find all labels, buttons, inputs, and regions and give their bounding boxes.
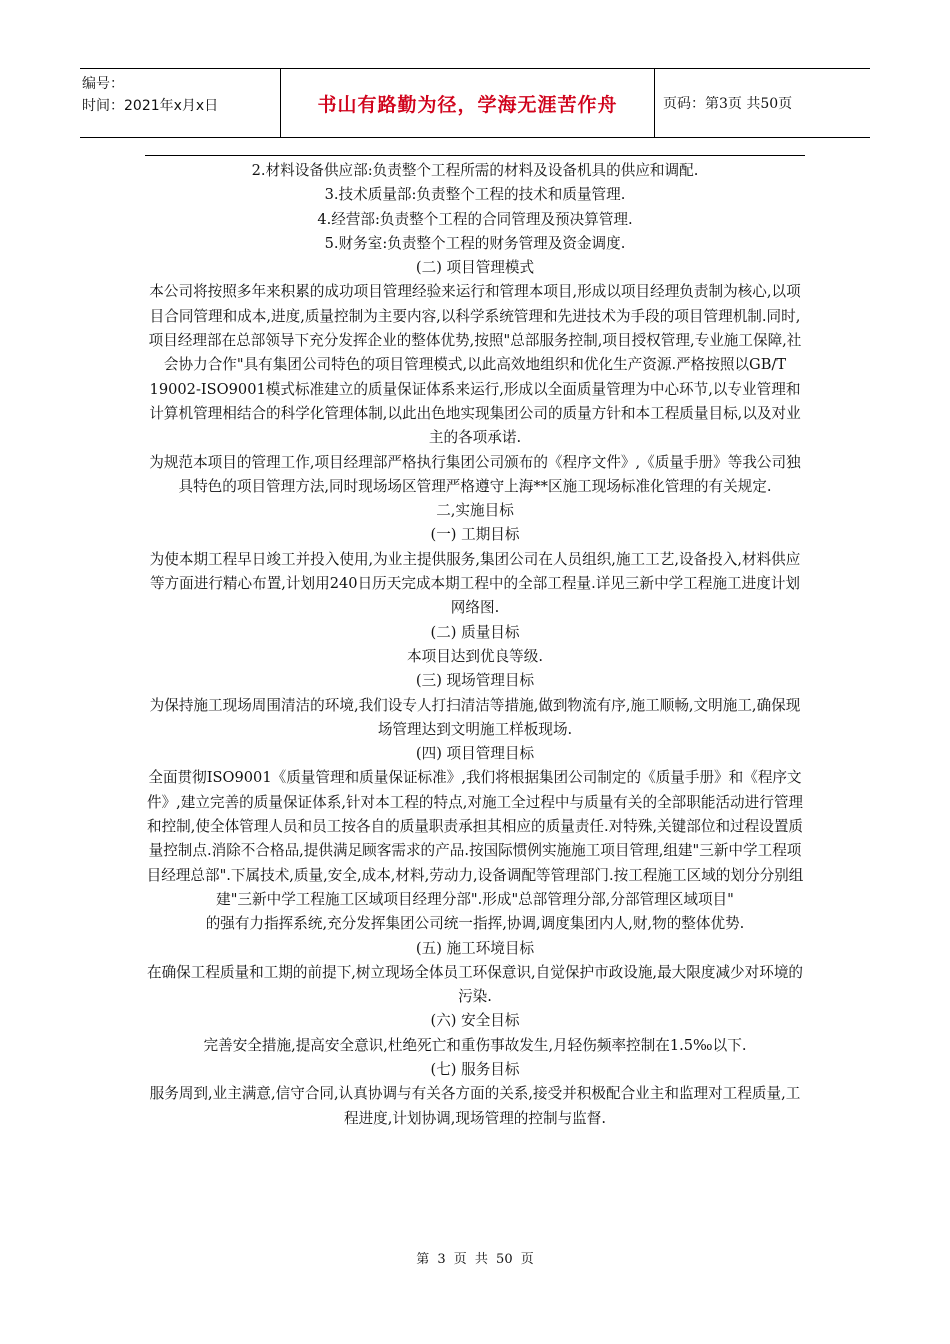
paragraph: 4.经营部:负责整个工程的合同管理及预决算管理. [317, 210, 633, 228]
paragraph: 本项目达到优良等级. [407, 647, 543, 665]
header-motto-cell [280, 69, 655, 137]
paragraph: 2.材料设备供应部:负责整个工程所需的材料及设备机具的供应和调配. [251, 162, 699, 179]
paragraph: 本公司将按照多年来积累的成功项目管理经验来运行和管理本项目,形成以项目经理负责制为核心,以项目合同管理和成本,进度,质量控制为主要内容,以科学系统管理和先进技术为手段的项目管理机制.同时,项目经理部在总部领导下充分发挥企业的整体优势,按照"总部服务控制,项目授权管理,专业施工保障,社会协力合作"具有集团公司特色的项目管理模式,以此高效地组织和优化生产资源.严格按照以GB/T 19002-ISO9001模式标准建立的质量保证体系来运行,形成以全面质量管理为中心环节,以专业管理和计算机管理相结合的科学化管理体制,以此出色地实现集团公司的质量方针和本工程质量目标,以及对业主的各项承诺. [148, 283, 802, 447]
paragraph: 全面贯彻ISO9001《质量管理和质量保证标准》,我们将根据集团公司制定的《质量手册》和《程序文件》,建立完善的质量保证体系,针对本工程的特点,对施工全过程中与质量有关的全部职能活动进行管理和控制,使全体管理人员和员工按各自的质量职责承担其相应的质量责任.对特殊,关键部位和过程设置质量控制点.消除不合格品,提供满足顾客需求的产品.按国际惯例实施施工项目管理,组建"三新中学工程项目经理总部".下属技术,质量,安全,成本,材料,劳动力,设备调配等管理部门.按工程施工区域的划分分别组建"三新中学工程施工区域项目经理分部".形成"总部管理分部,分部管理区域项目" [146, 769, 804, 908]
header-page-info: 页码：第3页 共50页 [663, 96, 793, 112]
header-divider [145, 155, 805, 156]
document-header [80, 68, 870, 138]
document-time: 时间：2021年x月x日 [82, 98, 219, 114]
paragraph: 完善安全措施,提高安全意识,杜绝死亡和重伤事故发生,月轻伤频率控制在1.5‰以下. [203, 1036, 747, 1054]
paragraph: 3.技术质量部:负责整个工程的技术和质量管理. [324, 186, 626, 204]
paragraph: 服务周到,业主满意,信守合同,认真协调与有关各方面的关系,接受并积极配合业主和监理对工程质量,工程进度,计划协调,现场管理的控制与监督. [149, 1085, 801, 1127]
section-heading: (一) 工期目标 [430, 526, 520, 544]
section-heading: (四) 项目管理目标 [415, 745, 535, 763]
section-heading: (七) 服务目标 [430, 1060, 520, 1078]
section-heading: 二,实施目标 [436, 502, 514, 520]
section-heading: (二) 质量目标 [430, 623, 520, 641]
paragraph: 在确保工程质量和工期的前提下,树立现场全体员工环保意识,自觉保护市政设施,最大限度减少对环境的污染. [146, 963, 804, 1006]
section-heading: (三) 现场管理目标 [415, 672, 535, 690]
paragraph: 为规范本项目的管理工作,项目经理部严格执行集团公司颁布的《程序文件》,《质量手册》等我公司独具特色的项目管理方法,同时现场场区管理严格遵守上海**区施工现场标准化管理的有关规定. [149, 453, 801, 495]
document-body [143, 159, 807, 1131]
section-heading: (五) 施工环境目标 [415, 939, 535, 957]
header-motto: 书山有路勤为径，学海无涯苦作舟 [317, 93, 618, 116]
paragraph: 5.财务室:负责整个工程的财务管理及资金调度. [324, 234, 626, 252]
paragraph: 的强有力指挥系统,充分发挥集团公司统一指挥,协调,调度集团内人,财,物的整体优势. [205, 915, 745, 933]
paragraph: 为保持施工现场周围清洁的环境,我们设专人打扫清洁等措施,做到物流有序,施工顺畅,文明施工,确保现场管理达到文明施工样板现场. [149, 696, 801, 738]
paragraph: 为使本期工程早日竣工并投入使用,为业主提供服务,集团公司在人员组织,施工工艺,设备投入,材料供应等方面进行精心布置,计划用240日历天完成本期工程中的全部工程量.详见三新中学工程施工进度计划网络图. [149, 550, 801, 617]
document-number-label: 编号： [82, 76, 124, 92]
header-meta [80, 69, 280, 137]
section-heading: (二) 项目管理模式 [415, 259, 535, 277]
page-footer: 第 3 页 共 50 页 [416, 1252, 534, 1267]
section-heading: (六) 安全目标 [430, 1012, 520, 1030]
